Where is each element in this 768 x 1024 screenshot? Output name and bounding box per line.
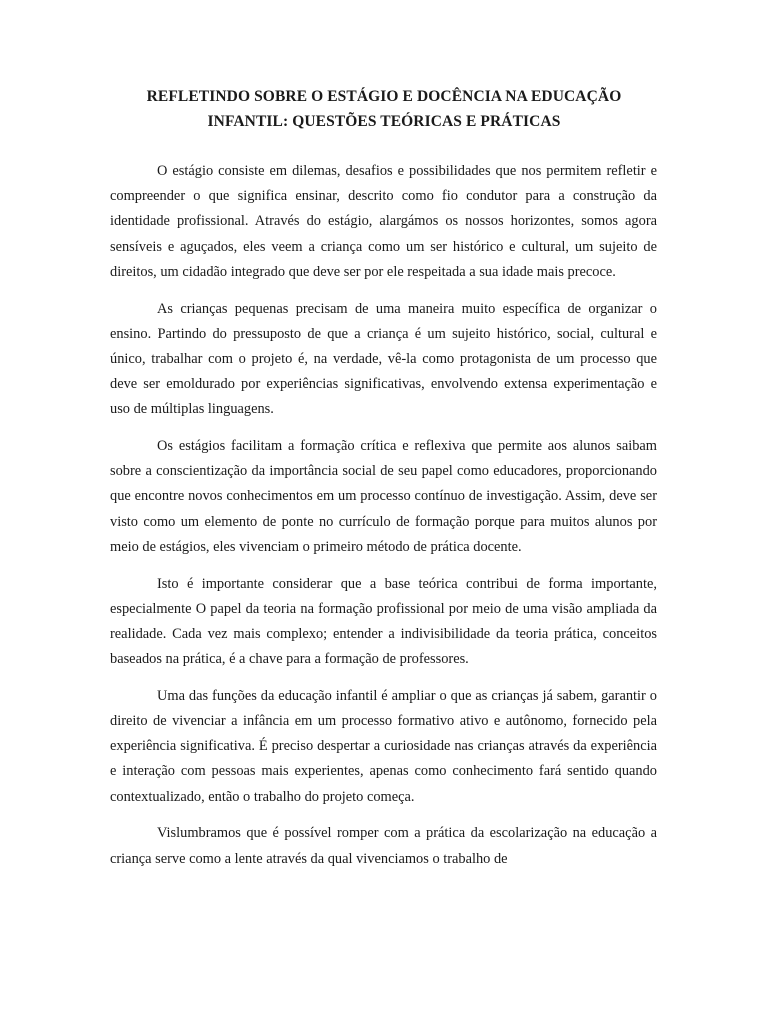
paragraph-6: Vislumbramos que é possível romper com a prática da escolarização na educação a criança serve como a lente através da qual vivenciamos o trabalho de [110,825,657,867]
document-body [110,159,657,883]
paragraph-3: Os estágios facilitam a formação crítica e reflexiva que permite aos alunos saibam sobre a conscientização da importância social de seu papel como educadores, proporcionando que encontre novos conhecimentos em um processo contínuo de investigação. Assim, deve ser visto como um elemento de ponte no currículo de formação porque para muitos alunos por meio de estágios, eles vivenciam o primeiro método de prática docente. [110,438,657,555]
title-line-2: INFANTIL: QUESTÕES TEÓRICAS E PRÁTICAS [207,113,561,130]
paragraph-1: O estágio consiste em dilemas, desafios e possibilidades que nos permitem refletir e compreender o que significa ensinar, descrito como fio condutor para a construção da identidade profissional. Através do estágio, alargámos os nossos horizontes, somos agora sensíveis e aguçados, eles veem a criança como um ser histórico e cultural, um sujeito de direitos, um cidadão integrado que deve ser por ele respeitada a sua idade mais precoce. [110,163,657,280]
paragraph-2: As crianças pequenas precisam de uma maneira muito específica de organizar o ensino. Partindo do pressuposto de que a criança é um sujeito histórico, social, cultural e único, trabalhar com o projeto é, na verdade, vê-la como protagonista de um processo que deve ser emoldurado por experiências significativas, envolvendo extensa experimentação e uso de múltiplas linguagens. [110,300,657,418]
title-line-1: REFLETINDO SOBRE O ESTÁGIO E DOCÊNCIA NA EDUCAÇÃO [146,88,622,105]
paragraph-5: Uma das funções da educação infantil é ampliar o que as crianças já sabem, garantir o direito de vivenciar a infância em um processo formativo ativo e autônomo, fornecido pela experiência significativa. É preciso despertar a curiosidade nas crianças através da experiência e interação com pessoas mais experientes, apenas como conhecimento fará sentido quando contextualizado, então o trabalho do projeto começa. [110,687,657,805]
document-title [110,84,658,134]
paragraph-4: Isto é importante considerar que a base teórica contribui de forma importante, especialmente O papel da teoria na formação profissional por meio de uma visão ampliada da realidade. Cada vez mais complexo; entender a indivisibilidade da teoria prática, conceitos baseados na prática, é a chave para a formação de professores. [110,575,657,668]
